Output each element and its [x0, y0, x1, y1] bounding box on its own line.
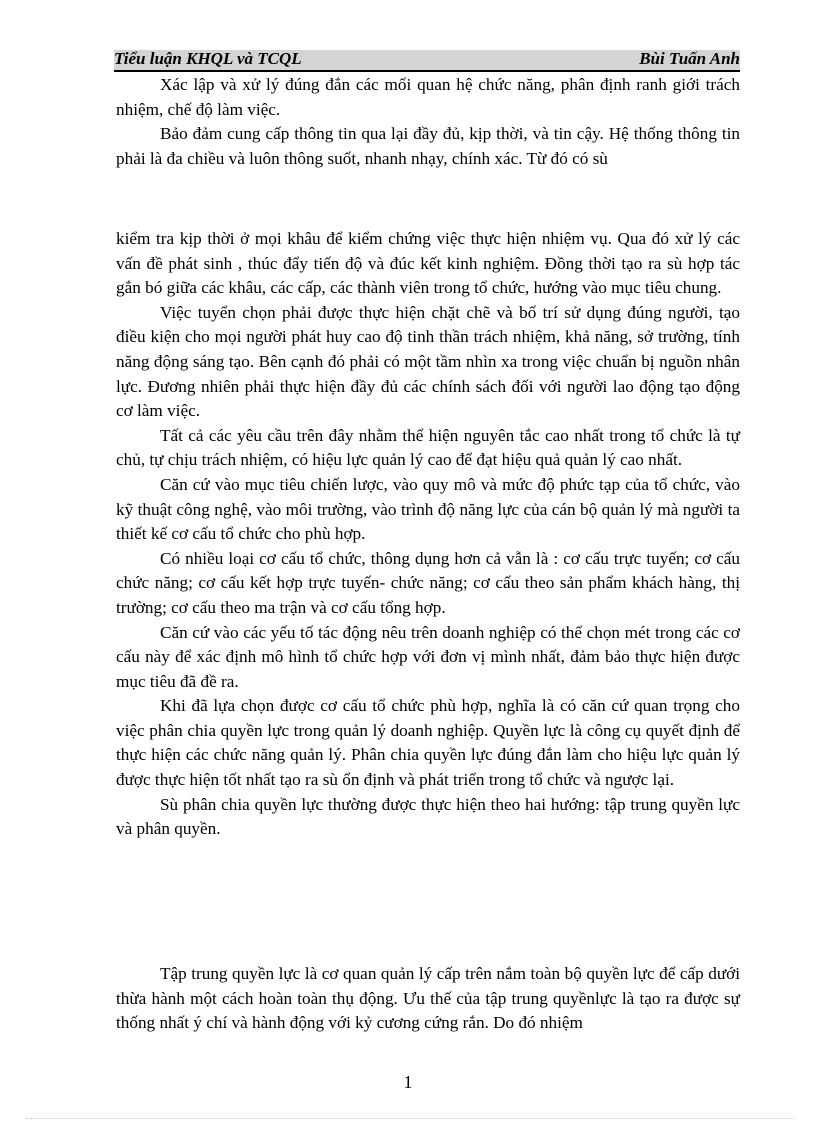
paragraph: Xác lập và xử lý đúng đắn các mối quan hệ chức năng, phân định ranh giới trách nhiệm, chế độ làm việc. [116, 75, 740, 119]
paragraph: Có nhiều loại cơ cấu tổ chức, thông dụng hơn cả vẫn là : cơ cấu trực tuyến; cơ cấu chức năng; cơ cấu kết hợp trực tuyến- chức năng; cơ cấu theo sản phẩm khách hàng, thị trường; cơ cấu theo ma trận và cơ cấu tổng hợp. [116, 548, 740, 617]
page-header [114, 50, 740, 72]
header-author: Bùi Tuấn Anh [639, 49, 740, 68]
paragraph: Tập trung quyền lực là cơ quan quản lý cấp trên nắm toàn bộ quyền lực để cấp dưới thừa hành một cách hoàn toàn thụ động. Ưu thế của tập trung quyềnlực là tạo ra được sự thống nhất ý chí và hành động với kỷ cương cứng rắn. Do đó nhiệm [116, 964, 740, 1033]
header-title: Tiểu luận KHQL và TCQL [114, 49, 302, 68]
page-number: 1 [403, 1072, 413, 1092]
paragraph: Tất cả các yêu cầu trên đây nhằm thể hiện nguyên tắc cao nhất trong tổ chức là tự chủ, tự chịu trách nhiệm, có hiệu lực quản lý cao để đạt hiệu quả quản lý cao nhất. [116, 425, 740, 470]
paragraph: Sù phân chia quyền lực thường được thực hiện theo hai hướng: tập trung quyền lực và phân quyền. [116, 794, 740, 839]
paragraph: Việc tuyển chọn phải được thực hiện chặt chẽ và bố trí sử dụng đúng người, tạo điều kiện cho mọi người phát huy cao độ tinh thần trách nhiệm, khả năng, sở trường, tính năng động sáng tạo. Bên cạnh đó phải có một tầm nhìn xa trong việc chuẩn bị nguồn nhân lực. Đương nhiên phải thực hiện đầy đủ các chính sách đối với người lao động tạo động cơ làm việc. [116, 302, 740, 421]
paragraph-continuation: kiểm tra kịp thời ở mọi khâu để kiểm chứng việc thực hiện nhiệm vụ. Qua đó xử lý các vấn đề phát sinh , thúc đẩy tiến độ và đúc kết kinh nghiệm. Đồng thời tạo ra sù hợp tác gắn bó giữa các khâu, các cấp, các thành viên trong tổ chức, hướng vào mục tiêu chung. [116, 229, 740, 298]
text-block-main [116, 227, 740, 842]
paragraph: Khi đã lựa chọn được cơ cấu tổ chức phù hợp, nghĩa là có căn cứ quan trọng cho việc phân chia quyền lực trong quản lý doanh nghiệp. Quyền lực là công cụ quyết định để thực hiện các chức năng quản lý. Phân chia quyền lực đúng đắn làm cho hiệu lực quản lý được thực hiện tốt nhất tạo ra sù ổn định và phát triển trong tổ chức và ngược lại. [116, 696, 740, 790]
text-block-top [116, 73, 740, 171]
page-bottom-divider [26, 1118, 794, 1119]
paragraph: Bảo đảm cung cấp thông tin qua lại đầy đủ, kịp thời, và tin cậy. Hệ thống thông tin phải là đa chiều và luôn thông suốt, nhanh nhạy, chính xác. Từ đó có sù [116, 124, 740, 168]
text-block-bottom [116, 962, 740, 1036]
paragraph: Căn cứ vào các yếu tố tác động nêu trên doanh nghiệp có thể chọn mét trong các cơ cấu này để xác định mô hình tổ chức hợp với đơn vị mình nhất, đảm bảo thực hiện được mục tiêu đã đề ra. [116, 622, 740, 691]
paragraph: Căn cứ vào mục tiêu chiến lược, vào quy mô và mức độ phức tạp của tổ chức, vào kỹ thuật công nghệ, vào môi trường, vào trình độ năng lực của cán bộ quản lý mà người ta thiết kế cơ cấu tổ chức cho phù hợp. [116, 474, 740, 544]
